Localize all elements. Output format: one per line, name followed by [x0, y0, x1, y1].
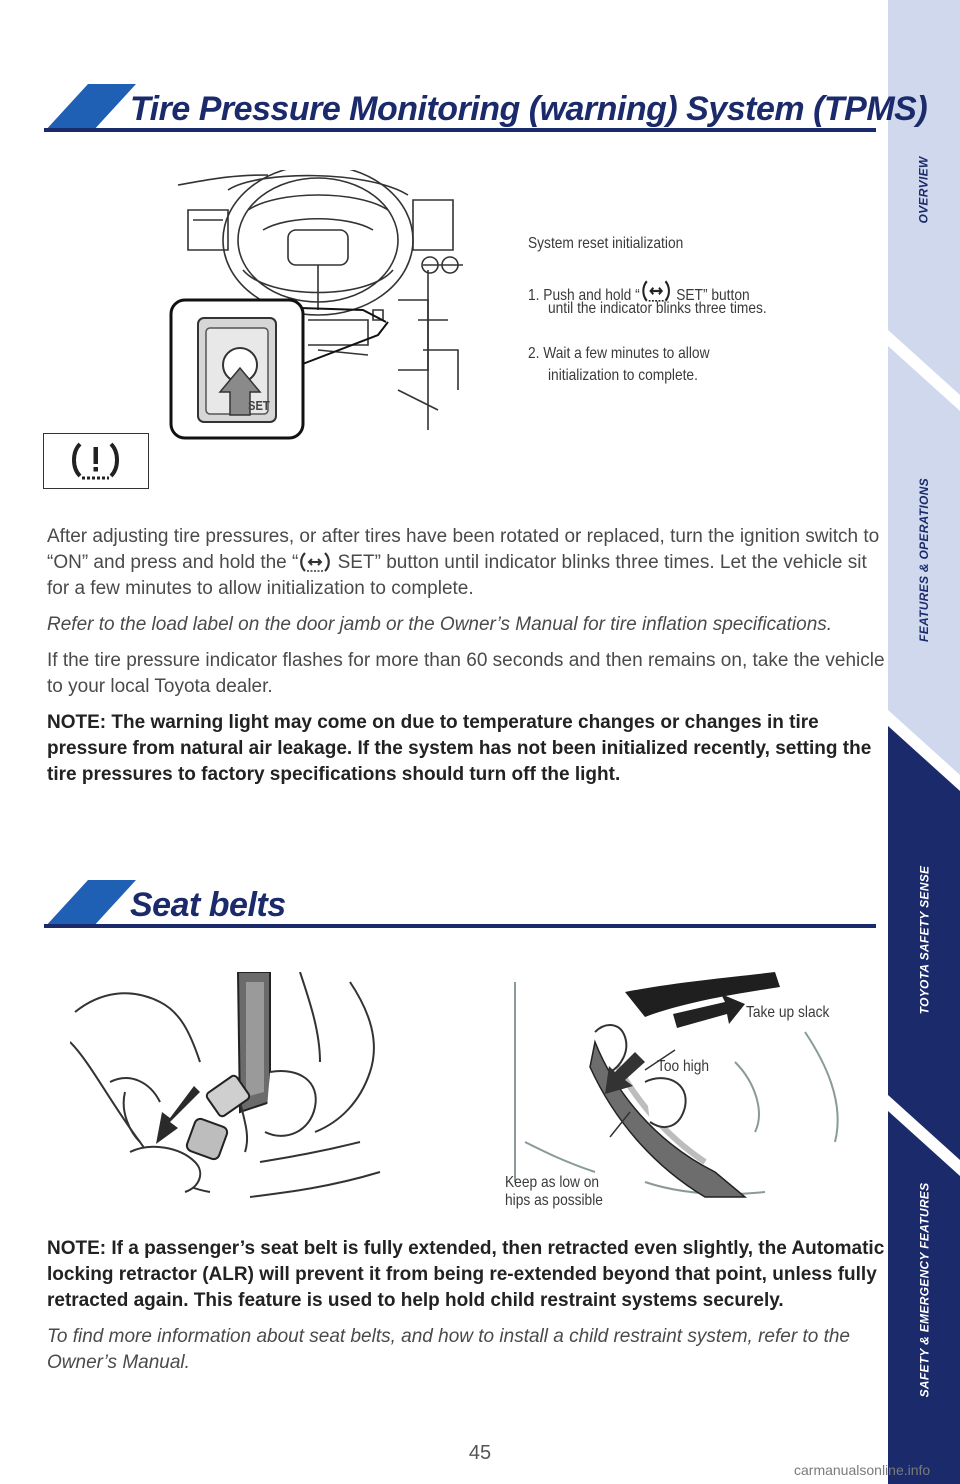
dashboard-drawing: [168, 170, 468, 440]
tpms-body: [47, 524, 887, 798]
seatbelts-section-header: [44, 880, 876, 930]
seatbelt-buckle-illustration: [70, 972, 382, 1204]
set-button-label: SET: [248, 398, 270, 413]
reset-step-2-cont: initialization to complete.: [548, 367, 698, 384]
label-take-up-slack: Take up slack: [746, 1004, 830, 1021]
tpms-paragraph-3: If the tire pressure indicator flashes for more than 60 seconds and then remains on, take the vehicle to your local Toyota dealer.: [47, 650, 885, 697]
seatbelts-note: NOTE: If a passenger’s seat belt is fully extended, then retracted even slightly, the Automatic locking retractor (ALR) will prevent it from being re-extended beyond that point, unless fully retracted again. This feature is used to help hold child restraint systems securely.: [47, 1238, 885, 1311]
step1-text-b: SET” button: [672, 287, 750, 304]
seatbelts-title: Seat belts: [130, 886, 286, 924]
tpms-warning-icon: [43, 433, 149, 489]
para1-part-b: SET” button until indicator blinks three times. Let the vehicle sit for a few minutes to allow initialization to complete.: [47, 552, 867, 599]
tab-toyota-safety-sense[interactable]: [888, 770, 960, 1110]
tab-features-label: FEATURES & OPERATIONS: [917, 478, 931, 642]
tpms-title: Tire Pressure Monitoring (warning) System (TPMS): [130, 90, 928, 128]
tpms-paragraph-2: Refer to the load label on the door jamb or the Owner’s Manual for tire inflation specifications.: [47, 614, 833, 635]
step1-text-a: 1. Push and hold “: [528, 287, 640, 304]
tab-features-operations[interactable]: [888, 390, 960, 730]
reset-step-1-cont: until the indicator blinks three times.: [548, 300, 767, 317]
para1-part-a: After adjusting tire pressures, or after tires have been rotated or replaced, turn the ignition switch to “ON” and press and hold the “: [47, 526, 880, 573]
tpms-warning-symbol: [44, 434, 147, 487]
tab-overview-label: OVERVIEW: [916, 156, 931, 224]
header-rule-2: [44, 924, 876, 928]
tab-safety-emergency[interactable]: [888, 1140, 960, 1440]
label-keep-low-1: Keep as low on: [505, 1174, 600, 1191]
tpms-note: NOTE: The warning light may come on due to temperature changes or changes in tire pressure from natural air leakage. If the system has not been initialized recently, setting the tire pressures to factory specifications should turn off the light.: [47, 712, 872, 785]
page-number: 45: [468, 1442, 492, 1464]
header-accent-shape: [44, 84, 136, 132]
tab-tss-label: TOYOTA SAFETY SENSE: [917, 865, 931, 1015]
seatbelts-paragraph: To find more information about seat belts, and how to install a child restraint system, refer to the Owner’s Manual.: [47, 1326, 850, 1373]
buckle-drawing: [70, 972, 382, 1204]
seatbelts-body: [47, 1236, 887, 1386]
tpms-set-inline-icon: [298, 550, 332, 574]
tpms-paragraph-1: [47, 524, 887, 602]
tpms-section-header: [44, 84, 928, 134]
label-too-high: Too high: [657, 1058, 710, 1075]
tpms-dashboard-illustration: [168, 170, 468, 440]
header-rule: [44, 128, 876, 132]
watermark: carmanualsonline.info: [794, 1462, 931, 1478]
tab-overview[interactable]: [888, 40, 960, 340]
label-keep-low-2: hips as possible: [505, 1192, 603, 1209]
tab-safety-label: SAFETY & EMERGENCY FEATURES: [917, 1182, 932, 1398]
header-accent-shape-2: [44, 880, 136, 928]
reset-step-2: 2. Wait a few minutes to allow: [528, 345, 710, 362]
side-navigation: [888, 0, 960, 1484]
reset-caption-title: System reset initialization: [528, 235, 684, 252]
